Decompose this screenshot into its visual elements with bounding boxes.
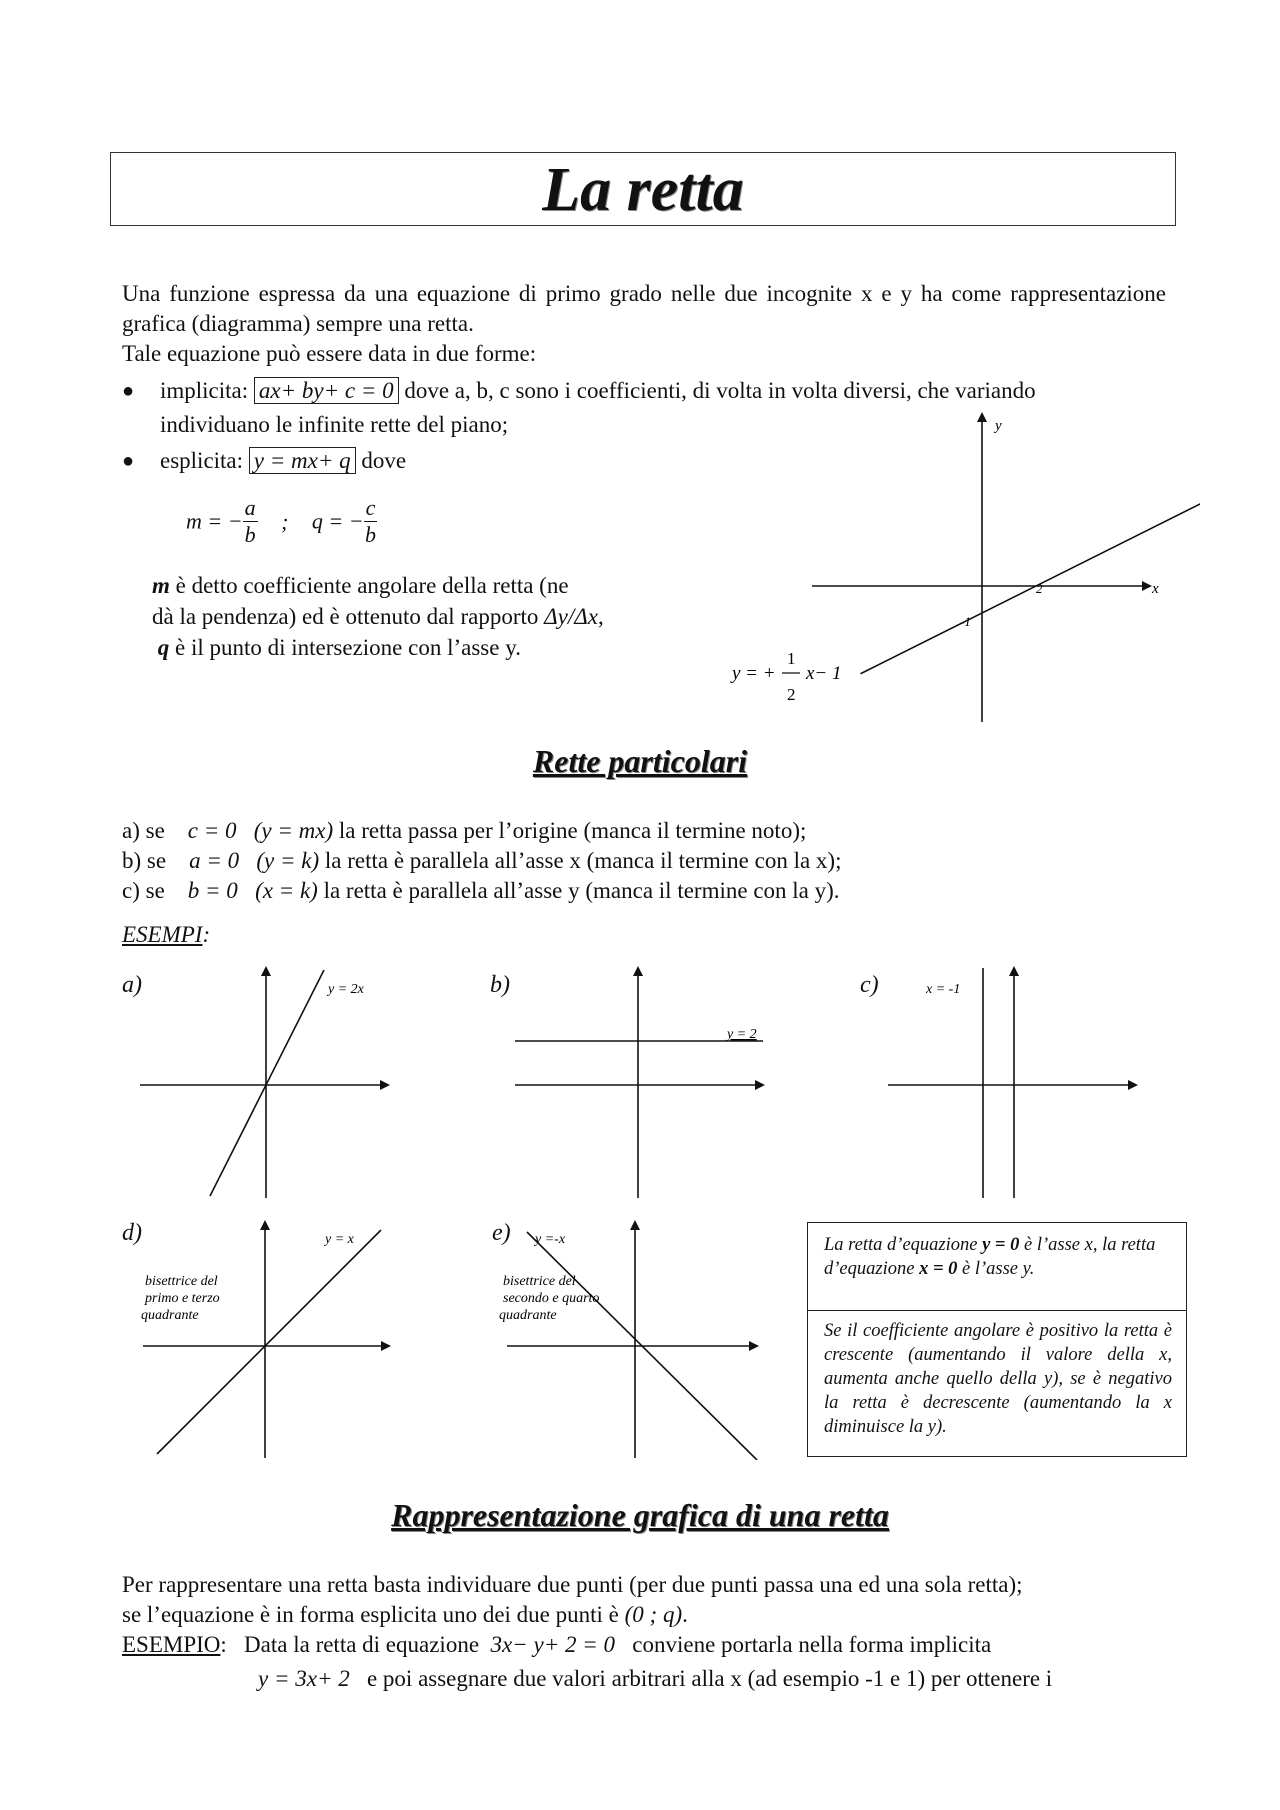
m-q-formulas bbox=[186, 495, 377, 548]
main-equation-num: 1 bbox=[787, 649, 796, 668]
implicit-description-2: individuano le infinite rette del piano; bbox=[160, 412, 509, 437]
main-x-label: x bbox=[1152, 581, 1159, 597]
info-eq-y0: y = 0 bbox=[982, 1235, 1020, 1255]
example-c-graph bbox=[880, 960, 1170, 1200]
title-box bbox=[110, 152, 1176, 226]
example-explicit-equation: y = 3x+ 2 bbox=[258, 1666, 350, 1691]
particular-lines-list bbox=[122, 816, 841, 906]
formula-separator: ; bbox=[281, 508, 289, 534]
main-x-tick: 2 bbox=[1036, 581, 1043, 596]
q-note bbox=[152, 632, 604, 663]
intro-forms-line: Tale equazione può essere data in due forme: bbox=[122, 341, 537, 366]
examples-heading-colon: : bbox=[202, 922, 211, 947]
intro-paragraph: Una funzione espressa da una equazione di primo grado nelle due incognite x e y ha come rappresentazione grafica (diagramma) sempre una retta. bbox=[122, 281, 1166, 336]
main-equation-rhs: x− 1 bbox=[806, 663, 842, 684]
bullet-icon: ● bbox=[122, 380, 135, 402]
example-a-label: a) bbox=[122, 972, 142, 998]
example-a-equation: y = 2x bbox=[328, 982, 364, 997]
m-denominator: b bbox=[244, 522, 256, 547]
explicit-form-item bbox=[122, 444, 407, 478]
examples-heading bbox=[122, 922, 210, 948]
q-denominator: b bbox=[365, 522, 376, 547]
graphic-representation-heading: Rappresentazione grafica di una retta bbox=[391, 1497, 889, 1533]
item-text: la retta è parallela all’asse y (manca il termine con la y). bbox=[317, 878, 840, 903]
m-note bbox=[152, 570, 604, 601]
explicit-description: dove bbox=[361, 448, 407, 473]
item-condition: b = 0 bbox=[187, 878, 238, 903]
info-eq-x0: x = 0 bbox=[919, 1259, 958, 1279]
m-symbol: m bbox=[152, 573, 170, 598]
example-d-equation: y = x bbox=[325, 1232, 354, 1247]
item-equation: (y = mx) bbox=[253, 818, 334, 843]
particular-item-a bbox=[122, 816, 841, 846]
m-fraction bbox=[243, 495, 258, 548]
m-note-2 bbox=[152, 601, 604, 632]
example-c-equation: x = -1 bbox=[926, 982, 961, 997]
particular-item-b bbox=[122, 846, 841, 876]
graphic-text: se l’equazione è in forma esplicita uno dei due punti è bbox=[122, 1602, 625, 1627]
q-formula-lhs: q = − bbox=[311, 508, 364, 534]
item-text: la retta passa per l’origine (manca il termine noto); bbox=[333, 818, 807, 843]
example-e-equation: y =-x bbox=[535, 1232, 566, 1247]
info-box-axes-note bbox=[808, 1223, 1186, 1311]
example-d-note-1: bisettrice del bbox=[145, 1274, 218, 1289]
particular-lines-heading: Rette particolari bbox=[532, 743, 748, 779]
main-line-graph bbox=[720, 400, 1200, 730]
coefficient-notes bbox=[152, 570, 604, 663]
item-condition: c = 0 bbox=[187, 818, 237, 843]
m-formula-lhs: m = − bbox=[186, 508, 243, 534]
q-note-text: è il punto di intersezione con l’asse y. bbox=[169, 635, 521, 660]
implicit-label: implicita: bbox=[160, 378, 249, 403]
example-equation: 3x− y+ 2 = 0 bbox=[490, 1632, 616, 1657]
line-y-x bbox=[157, 1230, 381, 1454]
m-note-text-2: dà la pendenza) ed è ottenuto dal rapporto bbox=[152, 604, 545, 629]
main-equation-lhs: y = + bbox=[732, 663, 776, 684]
item-label: a) se bbox=[122, 818, 165, 843]
m-ratio: Δy/Δx bbox=[544, 604, 598, 629]
graphic-text: . bbox=[682, 1602, 688, 1627]
example-label: ESEMPIO bbox=[122, 1632, 221, 1657]
item-text: la retta è parallela all’asse x (manca il termine con la x); bbox=[319, 848, 842, 873]
line-y-2x bbox=[210, 970, 324, 1196]
bullet-icon: ● bbox=[122, 450, 135, 472]
example-b-label: b) bbox=[490, 972, 510, 998]
example-b-graph bbox=[505, 960, 795, 1200]
example-e-graph bbox=[495, 1210, 785, 1460]
q-fraction bbox=[364, 495, 378, 548]
example-d-note-2: primo e terzo bbox=[145, 1291, 220, 1306]
q-symbol: q bbox=[157, 635, 170, 660]
example-b-equation: y = 2 bbox=[727, 1027, 757, 1042]
example-d-note-3: quadrante bbox=[141, 1308, 199, 1323]
m-numerator: a bbox=[244, 495, 256, 520]
example-e-note-1: bisettrice del bbox=[503, 1274, 576, 1289]
item-label: c) se bbox=[122, 878, 165, 903]
q-numerator: c bbox=[365, 495, 376, 520]
point-0-q: (0 ; q) bbox=[624, 1602, 683, 1627]
example-c-label: c) bbox=[860, 972, 879, 998]
graphic-paragraph-1: Per rappresentare una retta basta individuare due punti (per due punti passa una ed una sola retta); bbox=[122, 1572, 1023, 1597]
example-e-label: e) bbox=[492, 1220, 511, 1246]
example-text: e poi assegnare due valori arbitrari alla x (ad esempio -1 e 1) per ottenere i bbox=[366, 1666, 1053, 1691]
examples-heading-text: ESEMPI bbox=[122, 922, 203, 947]
explicit-equation: y = mx+ q bbox=[249, 447, 356, 474]
example-colon: : bbox=[220, 1632, 227, 1657]
example-e-note-2: secondo e quarto bbox=[503, 1291, 600, 1306]
graphic-paragraph-2 bbox=[122, 1600, 688, 1630]
example-line-2 bbox=[258, 1664, 1052, 1694]
explicit-label: esplicita: bbox=[160, 448, 244, 473]
particular-item-c bbox=[122, 876, 841, 906]
item-condition: a = 0 bbox=[189, 848, 240, 873]
main-y-label: y bbox=[995, 418, 1002, 434]
m-note-end: , bbox=[597, 604, 604, 629]
info-text: è l’asse x, la retta d’equazione bbox=[824, 1235, 1156, 1279]
info-box-slope-note: Se il coefficiente angolare è positivo la retta è crescente (aumentando il valore della x, aumenta anche quello della y), se è negativo la retta è decrescente (aumentando la x diminuisce la y). bbox=[824, 1321, 1172, 1437]
example-d-label: d) bbox=[122, 1220, 142, 1246]
main-equation-den: 2 bbox=[787, 685, 796, 704]
main-y-tick: -1 bbox=[960, 614, 971, 629]
m-note-text: è detto coefficiente angolare della retta (ne bbox=[169, 573, 569, 598]
item-equation: (x = k) bbox=[255, 878, 318, 903]
page-title: La retta bbox=[542, 156, 744, 224]
item-equation: (y = k) bbox=[256, 848, 320, 873]
implicit-equation: ax+ by+ c = 0 bbox=[254, 377, 399, 404]
info-text: è l’asse y. bbox=[957, 1259, 1035, 1279]
item-label: b) se bbox=[122, 848, 167, 873]
example-text: Data la retta di equazione bbox=[244, 1632, 485, 1657]
example-e-note-3: quadrante bbox=[499, 1308, 557, 1323]
example-a-graph bbox=[130, 960, 420, 1200]
info-text: La retta d’equazione bbox=[824, 1235, 983, 1255]
example-text: conviene portarla nella forma implicita bbox=[632, 1632, 992, 1657]
info-box bbox=[807, 1222, 1187, 1457]
example-d-graph bbox=[135, 1210, 415, 1460]
example-line-1 bbox=[122, 1630, 991, 1660]
main-line bbox=[861, 458, 1201, 674]
implicit-description: dove a, b, c sono i coefficienti, di volta in volta diversi, che variando bbox=[404, 378, 1036, 403]
